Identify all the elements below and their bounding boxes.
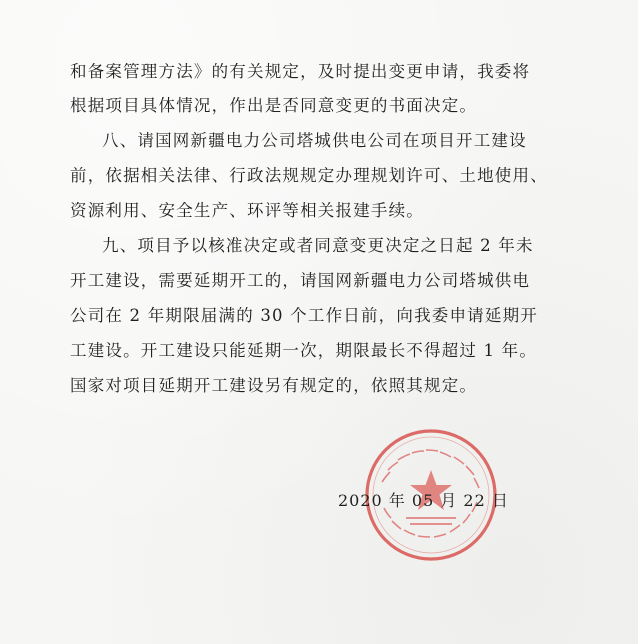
body-line: 资源利用、安全生产、环评等相关报建手续。: [70, 201, 424, 220]
body-line: 九、项目予以核准决定或者同意变更决定之日起 2 年未: [102, 236, 534, 255]
body-line: 八、请国网新疆电力公司塔城供电公司在项目开工建设: [102, 131, 527, 150]
body-line: 公司在 2 年期限届满的 30 个工作日前，向我委申请延期开: [70, 306, 538, 325]
body-line: 工建设。开工建设只能延期一次，期限最长不得超过 1 年。: [70, 341, 538, 360]
body-line: 根据项目具体情况，作出是否同意变更的书面决定。: [70, 96, 478, 115]
body-line: 前，依据相关法律、行政法规规定办理规划许可、土地使用、: [70, 166, 548, 185]
body-line: 国家对项目延期开工建设另有规定的，依照其规定。: [70, 376, 478, 395]
body-line: 开工建设，需要延期开工的，请国网新疆电力公司塔城供电: [70, 271, 531, 290]
document-date: 2020 年 05 月 22 日: [338, 491, 509, 510]
body-line: 和备案管理方法》的有关规定，及时提出变更申请，我委将: [70, 62, 531, 81]
